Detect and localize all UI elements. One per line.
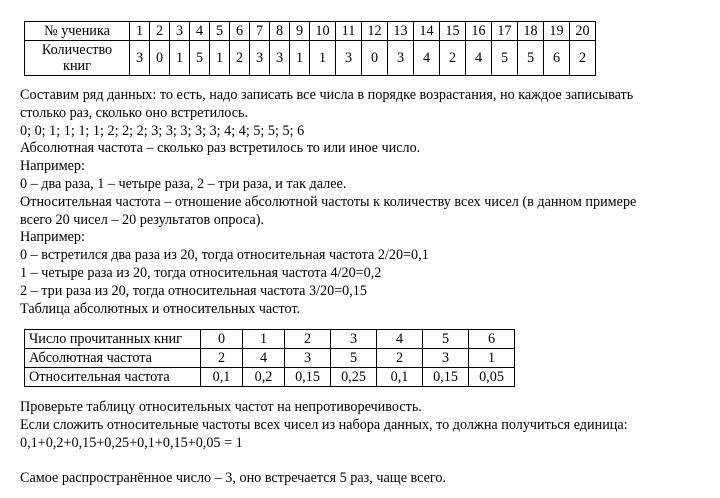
- absolute-frequency-cell: 1: [469, 349, 515, 368]
- books-read-row: [25, 330, 515, 349]
- absolute-frequency-row: [25, 349, 515, 368]
- books-read-cell: 4: [377, 330, 423, 349]
- student-number-cell: 4: [190, 22, 210, 41]
- books-read-cell: 2: [285, 330, 331, 349]
- absolute-frequency-cell: 3: [423, 349, 469, 368]
- relative-frequency-cell: 0,1: [377, 368, 423, 387]
- relative-frequency-header: Относительная частота: [25, 368, 201, 387]
- student-number-cell: 17: [492, 22, 518, 41]
- book-count-cell: 4: [414, 41, 440, 76]
- student-number-row: [25, 22, 596, 41]
- blank-line: [20, 452, 720, 470]
- book-count-cell: 1: [290, 41, 310, 76]
- text-line: 0 – встретился два раза из 20, тогда относительная частота 2/20=0,1: [20, 247, 429, 264]
- table-caption: Таблица абсолютных и относительных частот.: [20, 300, 301, 317]
- book-count-cell: 5: [492, 41, 518, 76]
- relative-frequency-row: [25, 368, 515, 387]
- frequency-table: [24, 329, 515, 387]
- book-count-cell: 4: [466, 41, 492, 76]
- books-read-cell: 6: [469, 330, 515, 349]
- student-number-cell: 11: [336, 22, 362, 41]
- student-number-cell: 10: [310, 22, 336, 41]
- text-line: всего 20 чисел – 20 результатов опроса).: [20, 211, 264, 228]
- absolute-frequency-header: Абсолютная частота: [25, 349, 201, 368]
- book-count-cell: 3: [250, 41, 270, 76]
- student-number-header: № ученика: [25, 22, 130, 41]
- book-count-header-line2: книг: [63, 58, 91, 74]
- relative-frequency-cell: 0,05: [469, 368, 515, 387]
- text-line: Например:: [20, 158, 85, 175]
- check-line: Проверьте таблицу относительных частот на непротиворечивость.: [20, 399, 422, 415]
- student-number-cell: 14: [414, 22, 440, 41]
- text-line: 2 – три раза из 20, тогда относительная частота 3/20=0,15: [20, 282, 367, 299]
- student-number-cell: 18: [518, 22, 544, 41]
- student-number-cell: 8: [270, 22, 290, 41]
- relative-frequency-cell: 0,1: [201, 368, 243, 387]
- books-read-header: Число прочитанных книг: [25, 330, 201, 349]
- book-count-cell: 1: [210, 41, 230, 76]
- conclusion-text: [20, 399, 720, 488]
- student-number-cell: 16: [466, 22, 492, 41]
- mode-conclusion-line: Самое распространённое число – 3, оно встречается 5 раз, чаще всего.: [20, 470, 447, 487]
- relative-frequency-cell: 0,15: [423, 368, 469, 387]
- student-number-cell: 19: [544, 22, 570, 41]
- student-number-cell: 5: [210, 22, 230, 41]
- text-line: столько раз, сколько оно встретилось.: [20, 104, 249, 121]
- book-count-cell: 5: [518, 41, 544, 76]
- book-count-cell: 0: [362, 41, 388, 76]
- sum-equation-line: 0,1+0,2+0,15+0,25+0,1+0,15+0,05 = 1: [20, 434, 243, 451]
- student-number-cell: 15: [440, 22, 466, 41]
- relative-frequency-cell: 0,15: [285, 368, 331, 387]
- relative-frequency-cell: 0,25: [331, 368, 377, 387]
- books-read-cell: 0: [201, 330, 243, 349]
- book-count-cell: 1: [170, 41, 190, 76]
- absolute-frequency-cell: 2: [377, 349, 423, 368]
- book-count-cell: 1: [310, 41, 336, 76]
- books-read-cell: 3: [331, 330, 377, 349]
- absolute-frequency-cell: 2: [201, 349, 243, 368]
- student-number-cell: 12: [362, 22, 388, 41]
- absolute-frequency-cell: 3: [285, 349, 331, 368]
- text-line: 1 – четыре раза из 20, тогда относительная частота 4/20=0,2: [20, 264, 382, 281]
- student-number-cell: 3: [170, 22, 190, 41]
- absolute-frequency-cell: 5: [331, 349, 377, 368]
- student-number-cell: 1: [130, 22, 150, 41]
- explanation-text: [20, 87, 720, 318]
- student-number-cell: 20: [570, 22, 596, 41]
- books-read-cell: 1: [243, 330, 285, 349]
- check-explanation-line: Если сложить относительные частоты всех чисел из набора данных, то должна получиться единица:: [20, 416, 628, 433]
- student-number-cell: 13: [388, 22, 414, 41]
- book-count-cell: 3: [388, 41, 414, 76]
- text-line: Абсолютная частота – сколько раз встретилось то или иное число.: [20, 140, 421, 157]
- book-count-cell: 2: [570, 41, 596, 76]
- book-count-cell: 3: [270, 41, 290, 76]
- book-count-row: [25, 41, 596, 76]
- text-line: 0 – два раза, 1 – четыре раза, 2 – три раза, и так далее.: [20, 175, 347, 192]
- book-count-header-line1: Количество: [41, 42, 113, 58]
- book-count-cell: 5: [190, 41, 210, 76]
- absolute-frequency-cell: 4: [243, 349, 285, 368]
- book-count-cell: 3: [336, 41, 362, 76]
- student-number-cell: 2: [150, 22, 170, 41]
- text-line: Составим ряд данных: то есть, надо записать все числа в порядке возрастания, но каждое записывать: [20, 87, 634, 103]
- relative-frequency-cell: 0,2: [243, 368, 285, 387]
- book-count-cell: 3: [130, 41, 150, 76]
- book-count-cell: 2: [440, 41, 466, 76]
- student-number-cell: 9: [290, 22, 310, 41]
- data-series-line: 0; 0; 1; 1; 1; 1; 2; 2; 2; 3; 3; 3; 3; 3; 4; 4; 5; 5; 5; 6: [20, 122, 305, 139]
- student-number-cell: 7: [250, 22, 270, 41]
- student-books-table: [24, 21, 596, 76]
- text-line: Относительная частота – отношение абсолютной частоты к количеству всех чисел (в данном примере: [20, 193, 637, 210]
- text-line: Например:: [20, 229, 85, 246]
- book-count-header: [25, 41, 130, 76]
- book-count-cell: 6: [544, 41, 570, 76]
- book-count-cell: 0: [150, 41, 170, 76]
- books-read-cell: 5: [423, 330, 469, 349]
- book-count-cell: 2: [230, 41, 250, 76]
- student-number-cell: 6: [230, 22, 250, 41]
